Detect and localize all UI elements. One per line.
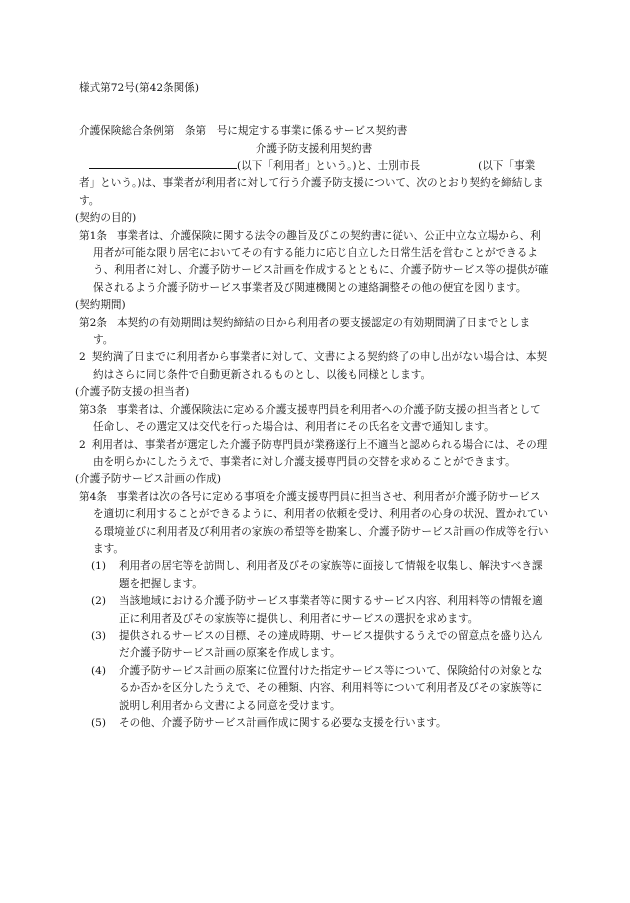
article-3 [79, 402, 549, 437]
document-subtitle: 介護予防支援利用契約書 [255, 143, 373, 155]
list-item [79, 663, 549, 715]
intro-part2: (以下「事業者」という。)は、事業者が利用者に対して行う介護予防支援について、次のとおり契約を締結します。 [79, 160, 544, 207]
article-number: 第1条 [79, 229, 107, 242]
article-text: 事業者は、介護保険に関する法令の趣旨及びこの契約書に従い、公正中立な立場から、利用者が可能な限り居宅においてその有する能力に応じ自立した日常生活を営むことができるよう、利用者に対し、介護予防サービス計画を作成するとともに、介護予防サービス等の提供が確保されるよう介護予防サービス事業者及び関連機関との連絡調整その他の便宜を図ります。 [93, 229, 549, 294]
item-text: 介護予防サービス計画の原案に位置付けた指定サービス等について、保険給付の対象となるか否かを区分したうえで、その種類、内容、利用料等について利用者及びその家族等に説明し利用者から文書による同意を受けます。 [119, 664, 543, 712]
list-item [79, 558, 549, 593]
list-item [79, 628, 549, 663]
article-1 [79, 228, 549, 298]
article-text: 事業者は、介護保険法に定める介護支援専門員を利用者への介護予防支援の担当者として任命し、その選定又は交代を行った場合は、利用者にその氏名を文書で通知します。 [93, 403, 541, 434]
list-item [79, 715, 549, 732]
intro-paragraph [79, 156, 549, 210]
section-heading: (契約期間) [75, 299, 126, 312]
item-number: (5) [91, 717, 107, 729]
article-4 [79, 489, 549, 559]
item-text: 当該地域における介護予防サービス事業者等に関するサービス内容、利用料等の情報を適正に利用者及びその家族等に提供し、利用者にサービスの選択を求めます。 [119, 595, 543, 625]
item-number: (2) [91, 595, 107, 608]
user-name-blank [89, 156, 237, 169]
section-heading: (介護予防サービス計画の作成) [75, 473, 221, 486]
article-2 [79, 315, 549, 350]
document-title: 介護保険総合条例第 条第 号に規定する事業に係るサービス契約書 [79, 125, 408, 137]
item-number: (1) [91, 560, 107, 573]
section-heading: (契約の目的) [75, 212, 137, 225]
paragraph-number: 2 [79, 438, 86, 451]
item-text: 利用者の居宅等を訪問し、利用者及びその家族等に面接して情報を収集し、解決すべき課題を把握します。 [119, 560, 543, 590]
item-text: その他、介護予防サービス計画作成に関する必要な支援を行います。 [119, 717, 447, 729]
list-item [79, 593, 549, 628]
item-number: (4) [91, 664, 107, 677]
article-number: 第4条 [79, 490, 107, 503]
section-heading: (介護予防支援の担当者) [75, 386, 190, 399]
article-text: 本契約の有効期間は契約締結の日から利用者の要支援認定の有効期間満了日までとします。 [93, 316, 531, 347]
article-text: 事業者は次の各号に定める事項を介護支援専門員に担当させ、利用者が介護予防サービスを適切に利用することができるように、利用者の依頼を受け、利用者の心身の状況、置かれている環境並びに利用者及び利用者の家族の希望等を勘案し、介護予防サービス計画の作成等を行います。 [93, 490, 549, 555]
paragraph-text: 利用者は、事業者が選定した介護予防専門員が業務遂行上不適当と認められる場合には、その理由を明らかにしたうえで、事業者に対し介護支援専門員の交替を求めることができます。 [91, 438, 548, 468]
article-number: 第2条 [79, 316, 107, 329]
paragraph-number: 2 [79, 351, 86, 364]
article-2-paragraph-2 [79, 349, 549, 384]
article-3-paragraph-2 [79, 437, 549, 472]
paragraph-text: 契約満了日までに利用者から事業者に対して、文書による契約終了の申し出がない場合は、本契約はさらに同じ条件で自動更新されるものとし、以後も同様とします。 [91, 351, 548, 381]
item-number: (3) [91, 629, 107, 642]
document-body [75, 156, 549, 732]
intro-part1: (以下「利用者」という。)と、士別市長 [237, 160, 421, 172]
form-number: 様式第72号(第42条関係) [79, 82, 199, 94]
item-text: 提供されるサービスの目標、その達成時期、サービス提供するうえでの留意点を盛り込んだ介護予防サービス計画の原案を作成します。 [119, 629, 543, 660]
article-number: 第3条 [79, 403, 107, 416]
